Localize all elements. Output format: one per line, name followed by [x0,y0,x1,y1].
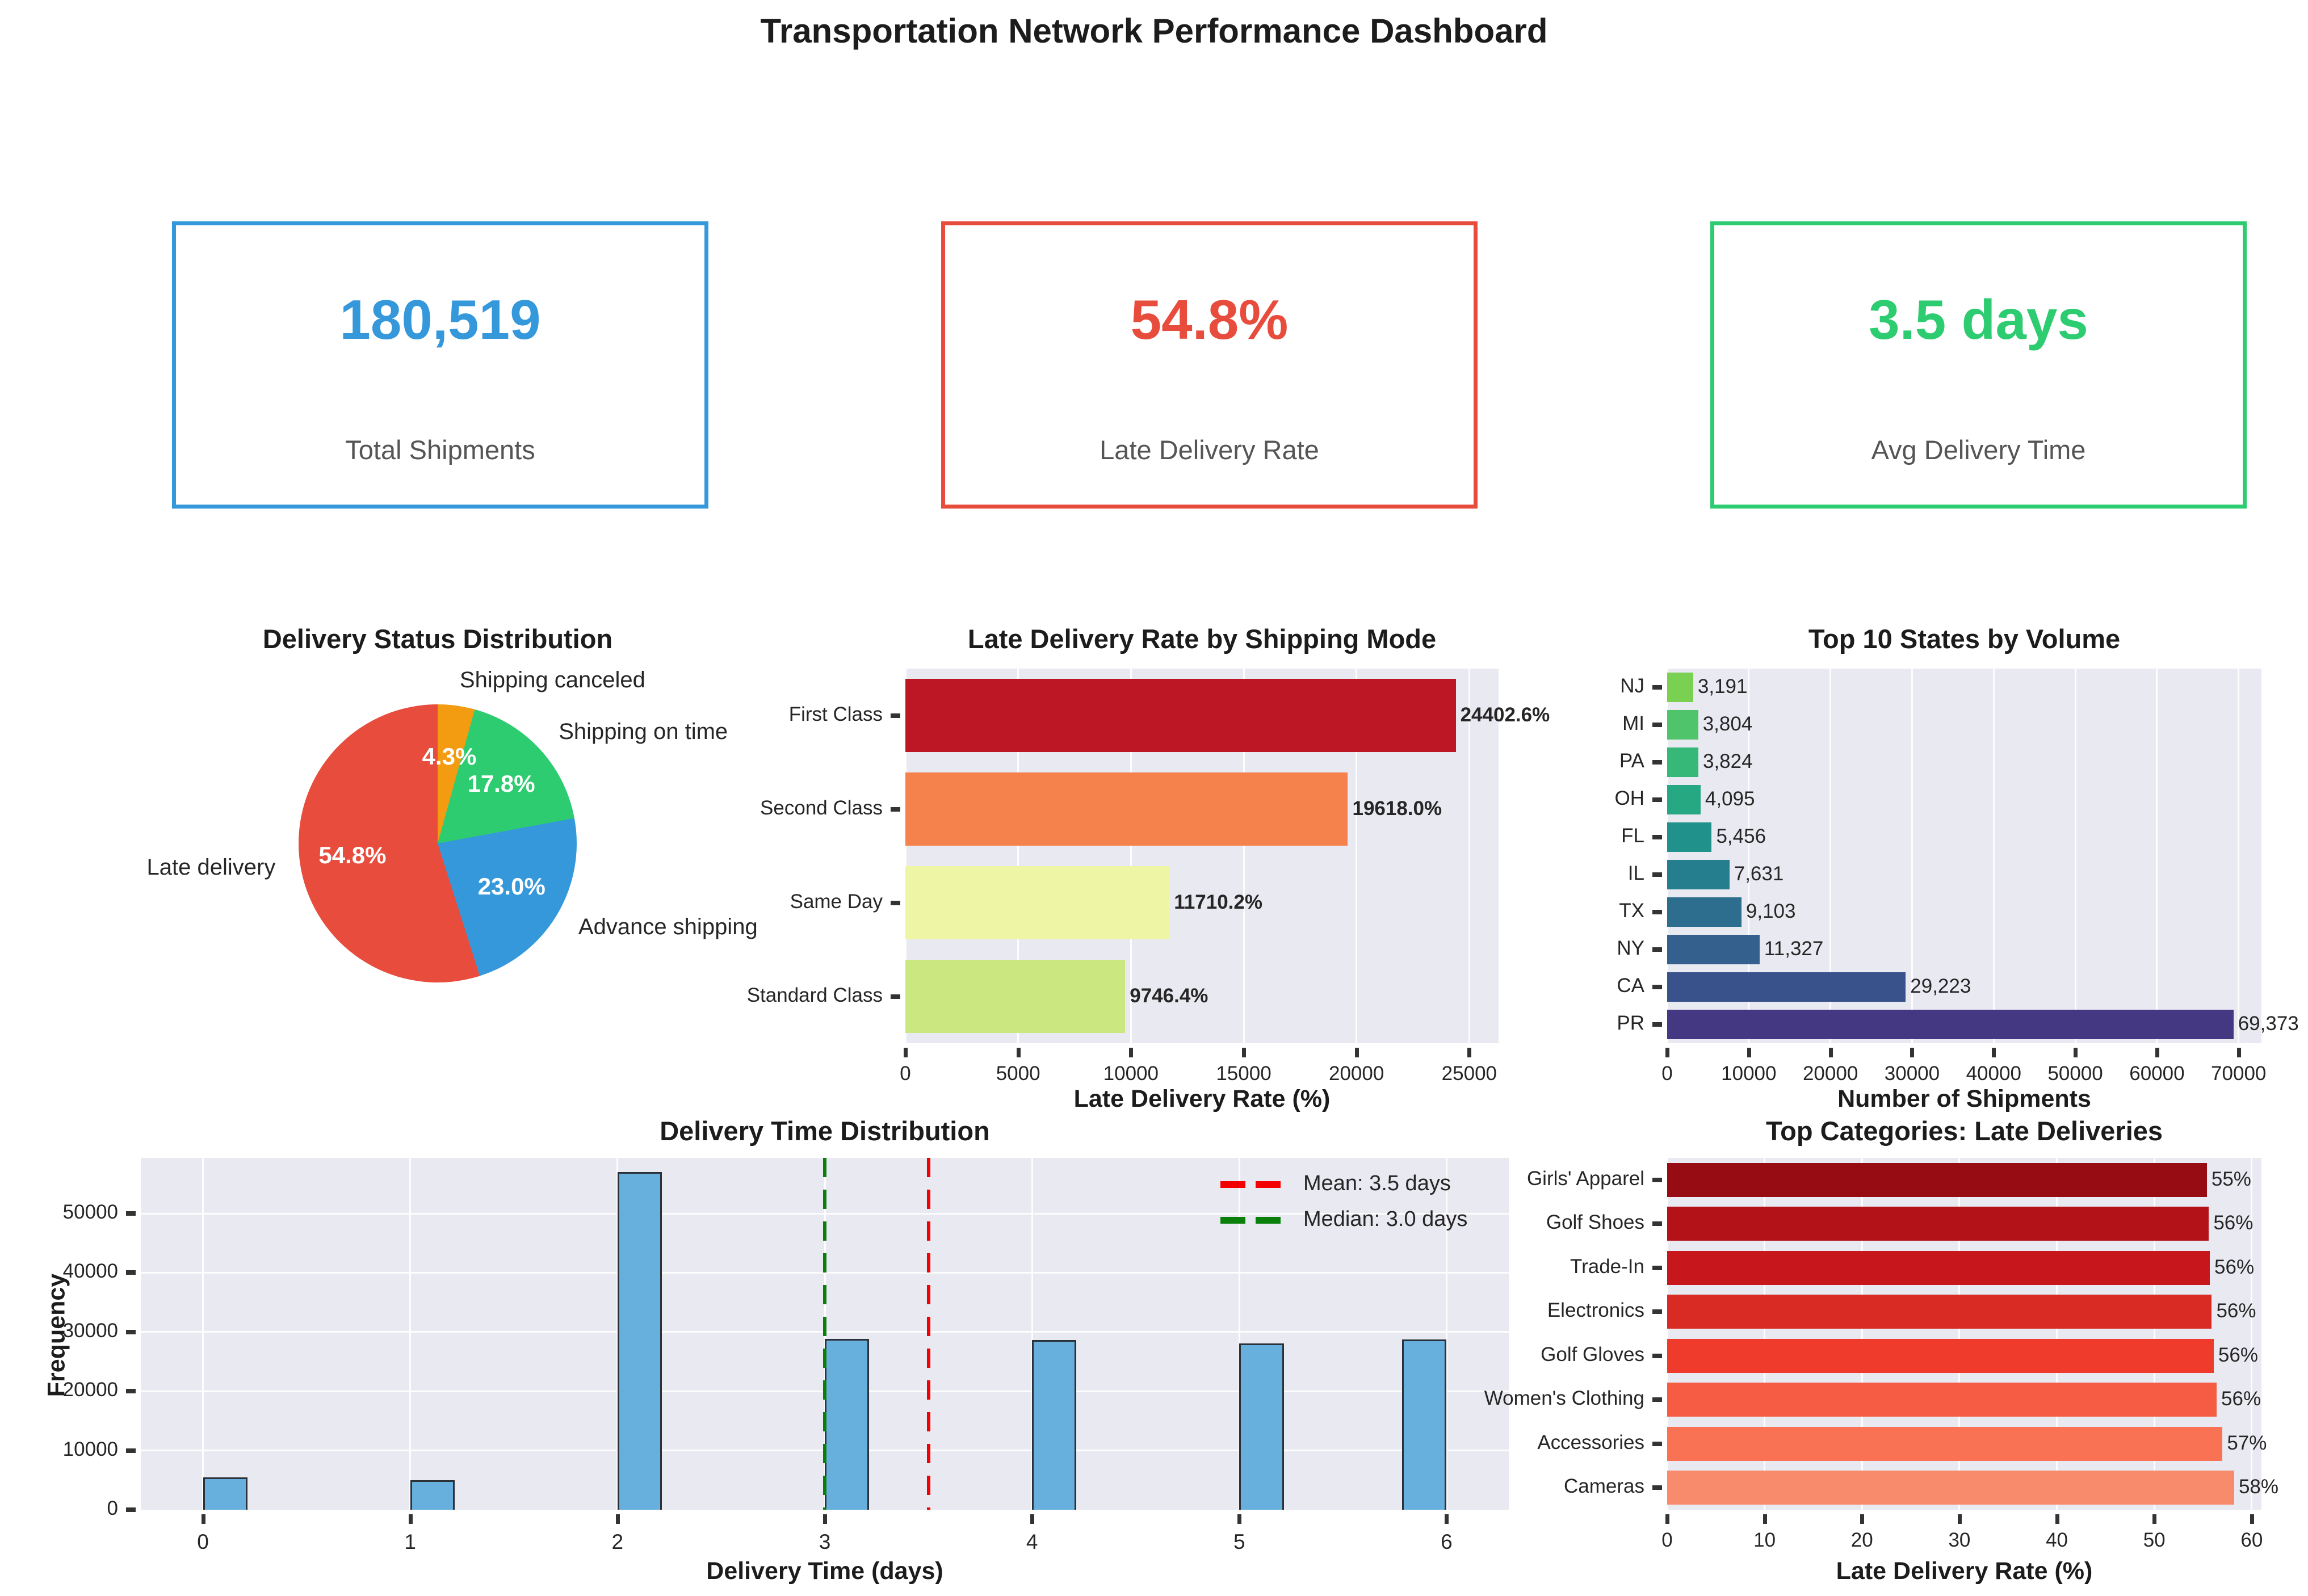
bar [905,960,1125,1033]
x-tick-label: 70000 [2211,1062,2267,1085]
category-label: MI [1622,712,1644,734]
y-tick-mark [1652,685,1662,690]
x-tick-label: 0 [1661,1062,1673,1085]
bar [1667,1383,2217,1417]
category-label: First Class [788,703,883,725]
bar-value-label: 56% [2221,1388,2261,1410]
kpi-label-total-shipments: Total Shipments [345,435,535,465]
kpi-card-total-shipments [172,221,708,509]
x-tick-mark [1829,1048,1833,1057]
gridline-v [2251,1158,2252,1510]
y-tick-mark [891,713,900,718]
category-label: FL [1621,825,1644,847]
y-tick-label: 40000 [62,1260,118,1283]
x-tick-label: 1 [404,1530,416,1553]
bar [905,866,1169,939]
bar-value-label: 56% [2216,1300,2256,1322]
x-tick-label: 0 [197,1530,209,1553]
x-tick-mark [1467,1048,1471,1057]
x-tick-mark [1242,1048,1246,1057]
x-tick-mark [1860,1514,1864,1524]
x-tick-mark [1129,1048,1133,1057]
bar [1667,747,1698,776]
y-tick-mark [1652,1022,1662,1027]
x-tick-label: 50000 [2047,1062,2103,1085]
x-tick-label: 25000 [1441,1062,1497,1085]
legend-line-sample [1256,1217,1281,1224]
category-label: OH [1614,787,1644,809]
pie-slice-label: Advance shipping [578,914,758,939]
y-tick-mark [1652,1221,1662,1226]
category-label: Trade-In [1570,1255,1644,1278]
x-tick-label: 15000 [1216,1062,1272,1085]
x-tick-mark [2237,1048,2241,1057]
bar [1667,1471,2234,1505]
x-tick-mark [2055,1514,2059,1524]
chart-title: Delivery Time Distribution [660,1116,990,1146]
x-tick-mark [1030,1514,1034,1524]
x-tick-label: 2 [611,1530,624,1553]
y-tick-mark [1652,1178,1662,1182]
bar [1667,1295,2212,1329]
category-label: NJ [1620,675,1644,697]
reference-line [823,1158,826,1510]
bar-value-label: 3,804 [1702,713,1753,735]
x-tick-label: 60 [2240,1529,2263,1551]
bar-value-label: 58% [2238,1476,2278,1498]
category-label: CA [1617,975,1644,997]
bar-value-label: 5,456 [1716,825,1766,847]
legend-line-sample [1220,1181,1245,1188]
bar [1667,1251,2210,1285]
y-tick-mark [1652,910,1662,914]
y-tick-label: 10000 [62,1438,118,1460]
x-tick-label: 3 [819,1530,831,1553]
category-label: Electronics [1547,1299,1644,1322]
axis-label-y [34,1273,79,1397]
category-label: TX [1619,900,1644,922]
y-tick-mark [1652,872,1662,877]
bar [1667,1427,2222,1461]
bar [1667,673,1693,702]
legend-label: Median: 3.0 days [1303,1207,1468,1231]
bar-value-label: 9746.4% [1130,984,1208,1007]
bar-value-label: 55% [2211,1167,2251,1190]
x-tick-label: 0 [1661,1529,1673,1551]
x-tick-label: 5 [1233,1530,1245,1553]
y-tick-mark [126,1507,136,1512]
hist-bar [203,1477,247,1510]
chart-title: Delivery Status Distribution [262,624,613,654]
x-tick-mark [2155,1048,2159,1057]
bar-value-label: 3,191 [1697,675,1748,698]
x-tick-label: 60000 [2129,1062,2185,1085]
bar [1667,1163,2207,1197]
y-tick-mark [126,1270,136,1275]
x-tick-mark [823,1514,827,1524]
x-tick-label: 10 [1753,1529,1776,1551]
y-tick-mark [891,807,900,812]
category-label: NY [1617,937,1644,959]
y-tick-mark [891,901,900,905]
gridline-v [202,1158,204,1510]
x-tick-label: 6 [1441,1530,1453,1553]
x-tick-mark [2152,1514,2156,1524]
x-tick-label: 20000 [1802,1062,1858,1085]
x-tick-label: 40000 [1966,1062,2021,1085]
y-tick-label: 50000 [62,1201,118,1224]
bar-value-label: 29,223 [1910,975,1971,997]
category-label: Accessories [1537,1431,1644,1454]
y-tick-mark [1652,1397,1662,1402]
reference-line [927,1158,930,1510]
y-tick-mark [1652,760,1662,765]
y-tick-mark [126,1211,136,1216]
x-tick-mark [202,1514,205,1524]
bar [1667,822,1711,851]
y-tick-mark [126,1448,136,1453]
bar-value-label: 69,373 [2238,1013,2299,1035]
category-label: PR [1617,1012,1644,1034]
y-tick-mark [1652,1266,1662,1270]
category-label: Standard Class [746,984,883,1006]
y-tick-mark [126,1389,136,1393]
bar [1667,1207,2209,1241]
hist-bar [1239,1343,1283,1510]
pie-slice-label: Shipping canceled [459,667,645,692]
bar [1667,785,1701,814]
x-tick-mark [1763,1514,1767,1524]
hist-bar [410,1480,455,1510]
bar-value-label: 56% [2213,1212,2254,1234]
pie-slice-label: Late delivery [146,855,276,880]
y-tick-mark [891,994,900,999]
y-tick-mark [1652,835,1662,839]
hist-bar [825,1339,869,1510]
axis-label-x: Late Delivery Rate (%) [1073,1085,1331,1112]
bar [1667,860,1730,889]
bar [1667,935,1760,964]
y-tick-mark [1652,947,1662,952]
bar [1667,1339,2214,1373]
y-tick-mark [1652,1442,1662,1446]
bar-value-label: 56% [2218,1343,2258,1366]
y-tick-mark [1652,1309,1662,1314]
category-label: IL [1627,862,1644,884]
hist-bar [1032,1340,1076,1510]
pie-pct-label: 54.8% [318,842,387,869]
x-tick-mark [616,1514,620,1524]
axis-label-x: Late Delivery Rate (%) [1836,1557,2093,1585]
kpi-card-avg-delivery-time [1710,221,2247,509]
bar-value-label: 57% [2227,1431,2267,1454]
category-label: Girls' Apparel [1526,1167,1644,1190]
gridline-v [2238,669,2239,1043]
kpi-value-late-delivery-rate: 54.8% [1130,288,1289,351]
bar [905,772,1348,846]
y-tick-mark [1652,1485,1662,1490]
bar [1667,897,1742,926]
chart-title: Late Delivery Rate by Shipping Mode [967,624,1437,654]
x-tick-mark [2074,1048,2078,1057]
axis-label-y-text: Frequency [43,1273,70,1397]
gridline-v [2156,669,2158,1043]
y-tick-label: 20000 [62,1379,118,1401]
y-tick-mark [1652,797,1662,802]
x-tick-mark [1445,1514,1449,1524]
x-tick-mark [409,1514,413,1524]
x-tick-mark [904,1048,908,1057]
x-tick-mark [1017,1048,1021,1057]
y-tick-mark [1652,1354,1662,1358]
category-label: Golf Gloves [1541,1343,1644,1366]
x-tick-label: 0 [900,1062,911,1085]
kpi-value-total-shipments: 180,519 [339,288,541,351]
bar-value-label: 3,824 [1702,750,1753,772]
axis-label-x: Delivery Time (days) [706,1557,943,1585]
x-tick-label: 30000 [1884,1062,1940,1085]
x-tick-label: 40 [2046,1529,2068,1551]
x-tick-label: 4 [1026,1530,1038,1553]
x-tick-mark [1355,1048,1359,1057]
x-tick-mark [1665,1514,1669,1524]
kpi-label-avg-delivery-time: Avg Delivery Time [1871,435,2086,465]
y-tick-label: 30000 [62,1319,118,1342]
category-label: Women's Clothing [1484,1387,1644,1410]
category-label: Same Day [790,890,883,913]
chart-title: Top 10 States by Volume [1808,624,2121,654]
x-tick-label: 10000 [1103,1062,1159,1085]
pie-pct-label: 23.0% [477,873,545,900]
pie-pct-label: 17.8% [467,770,535,797]
chart-title: Top Categories: Late Deliveries [1765,1116,2163,1146]
x-tick-mark [1992,1048,1996,1057]
y-tick-mark [126,1330,136,1334]
bar-value-label: 7,631 [1734,863,1784,885]
bar-value-label: 11710.2% [1174,891,1262,913]
pie-pct-label: 4.3% [422,743,477,770]
x-tick-mark [2250,1514,2254,1524]
gridline-v [409,1158,411,1510]
bar [905,679,1456,752]
bar-value-label: 9,103 [1745,900,1796,922]
legend-label: Mean: 3.5 days [1303,1171,1451,1195]
category-label: Golf Shoes [1546,1211,1644,1234]
bar-value-label: 19618.0% [1352,797,1442,820]
kpi-label-late-delivery-rate: Late Delivery Rate [1100,435,1319,465]
y-tick-label: 0 [107,1497,118,1519]
bar [1667,710,1698,739]
bar-value-label: 11,327 [1764,938,1824,960]
category-label: PA [1619,750,1644,772]
x-tick-label: 10000 [1721,1062,1777,1085]
pie-slice-label: Shipping on time [559,719,728,744]
bar-value-label: 24402.6% [1460,703,1550,726]
legend-line-sample [1220,1217,1245,1224]
page-title: Transportation Network Performance Dashboard [760,12,1548,50]
bar-value-label: 4,095 [1705,788,1755,810]
x-tick-mark [1237,1514,1241,1524]
bar [1667,972,1906,1001]
x-tick-mark [1665,1048,1669,1057]
axis-label-x: Number of Shipments [1837,1085,2091,1112]
x-tick-label: 5000 [996,1062,1040,1085]
category-label: Cameras [1564,1475,1644,1498]
kpi-card-late-delivery-rate [941,221,1478,509]
legend-line-sample [1256,1181,1281,1188]
hist-bar [618,1172,662,1510]
x-tick-mark [1747,1048,1751,1057]
x-tick-mark [1958,1514,1962,1524]
bar [1667,1010,2234,1039]
x-tick-mark [1910,1048,1914,1057]
y-tick-mark [1652,985,1662,989]
y-tick-mark [1652,723,1662,727]
bar-value-label: 56% [2214,1255,2255,1278]
x-tick-label: 20 [1850,1529,1873,1551]
x-tick-label: 30 [1948,1529,1971,1551]
x-tick-label: 20000 [1329,1062,1384,1085]
x-tick-label: 50 [2143,1529,2166,1551]
category-label: Second Class [760,796,883,819]
kpi-value-avg-delivery-time: 3.5 days [1869,288,2088,351]
